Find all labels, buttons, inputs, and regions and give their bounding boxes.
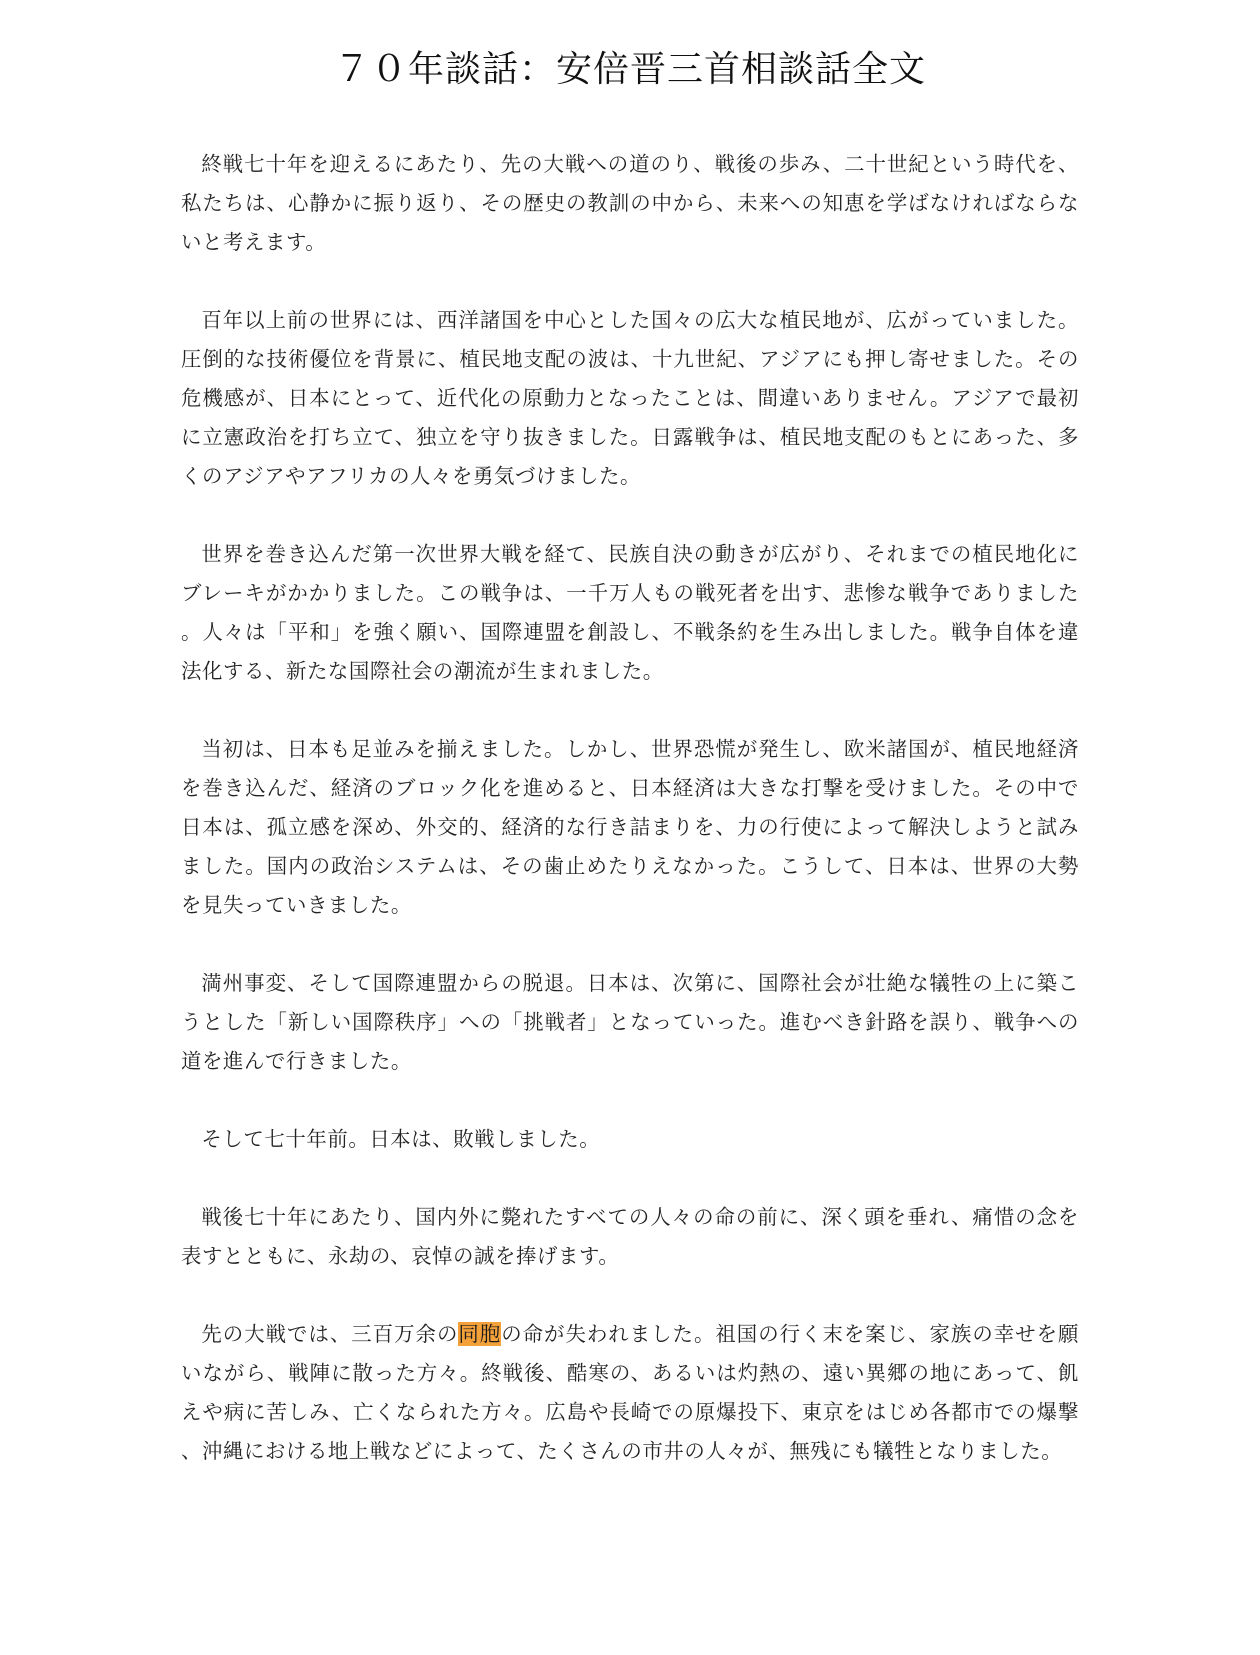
document-body — [181, 145, 1079, 1510]
paragraph-1: 終戦七十年を迎えるにあたり、先の大戦への道のり、戦後の歩み、二十世紀という時代を、私たちは、心静かに振り返り、その歴史の教訓の中から、未来への知恵を学ばなければならないと考えます。 — [181, 152, 1079, 254]
paragraph-7: 戦後七十年にあたり、国内外に斃れたすべての人々の命の前に、深く頭を垂れ、痛惜の念を表すとともに、永劫の、哀悼の誠を捧げます。 — [181, 1205, 1079, 1268]
document-title: ７０年談話：安倍晋三首相談話全文 — [333, 49, 926, 90]
paragraph-8-before: 先の大戦では、三百万余の — [201, 1322, 459, 1346]
highlighted-word: 同胞 — [458, 1322, 502, 1346]
paragraph-2: 百年以上前の世界には、西洋諸国を中心とした国々の広大な植民地が、広がっていました。圧倒的な技術優位を背景に、植民地支配の波は、十九世紀、アジアにも押し寄せました。その危機感が、日本にとって、近代化の原動力となったことは、間違いありません。アジアで最初に立憲政治を打ち立て、独立を守り抜きました。日露戦争は、植民地支配のもとにあった、多くのアジアやアフリカの人々を勇気づけました。 — [181, 308, 1079, 488]
paragraph-8 — [181, 1315, 1079, 1471]
paragraph-5: 満州事変、そして国際連盟からの脱退。日本は、次第に、国際社会が壮絶な犠牲の上に築こうとした「新しい国際秩序」への「挑戦者」となっていった。進むべき針路を誤り、戦争への道を進んで行きました。 — [181, 971, 1079, 1073]
paragraph-3: 世界を巻き込んだ第一次世界大戦を経て、民族自決の動きが広がり、それまでの植民地化にブレーキがかかりました。この戦争は、一千万人もの戦死者を出す、悲惨な戦争でありました。人々は「平和」を強く願い、国際連盟を創設し、不戦条約を生み出しました。戦争自体を違法化する、新たな国際社会の潮流が生まれました。 — [181, 542, 1079, 683]
paragraph-6: そして七十年前。日本は、敗戦しました。 — [201, 1127, 601, 1151]
paragraph-8-after: の命が失われました。祖国の行く末を案じ、家族の幸せを願いながら、戦陣に散った方々。終戦後、酷寒の、あるいは灼熱の、遠い異郷の地にあって、飢えや病に苦しみ、亡くなられた方々。広島や長崎での原爆投下、東京をはじめ各都市での爆撃、沖縄における地上戦などによって、たくさんの市井の人々が、無残にも犠牲となりました。 — [181, 1322, 1080, 1463]
paragraph-4: 当初は、日本も足並みを揃えました。しかし、世界恐慌が発生し、欧米諸国が、植民地経済を巻き込んだ、経済のブロック化を進めると、日本経済は大きな打撃を受けました。その中で日本は、孤立感を深め、外交的、経済的な行き詰まりを、力の行使によって解決しようと試みました。国内の政治システムは、その歯止めたりえなかった。こうして、日本は、世界の大勢を見失っていきました。 — [181, 737, 1079, 917]
